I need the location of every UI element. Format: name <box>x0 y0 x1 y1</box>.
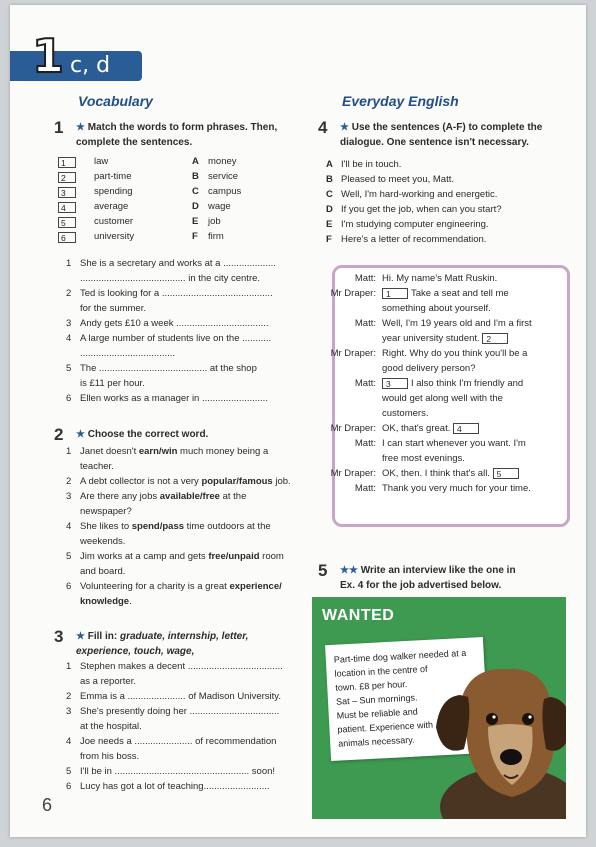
exercise-1-instructions: ★ Match the words to form phrases. Then, complete the sentences. <box>76 122 278 148</box>
star-icon: ★ <box>76 429 85 440</box>
sentence-number: 2 <box>66 476 72 487</box>
dialogue-line: OK, that's great. 4 <box>382 422 482 437</box>
match-word: money <box>208 156 237 167</box>
answer-box[interactable]: 1 <box>382 288 408 299</box>
exercise-3-instructions: ★ Fill in: graduate, internship, letter, experience, touch, wage, <box>76 631 249 657</box>
exercise-5-number: 5 <box>318 561 328 580</box>
sentence-number: 2 <box>66 691 72 702</box>
sentence-text: Joe needs a ...................... of recommendation <box>80 736 277 747</box>
option-text: Here's a letter of recommendation. <box>341 234 487 245</box>
sentence-text: The ......................................... at the shop <box>80 363 257 374</box>
sentence-text: Ted is looking for a .......................................... <box>80 288 273 299</box>
sentence-text: and board. <box>80 566 126 577</box>
sentence-number: 4 <box>66 521 72 532</box>
dialogue-line: 3 I also think I'm friendly and <box>382 377 523 392</box>
dialogue-line: year university student. 2 <box>382 332 511 347</box>
sentence-number: 3 <box>66 318 72 329</box>
star-icon: ★ <box>76 631 85 642</box>
speaker-name: Mr Draper: <box>330 348 376 359</box>
sentence-text: teacher. <box>80 461 114 472</box>
vocabulary-heading: Vocabulary <box>78 93 153 109</box>
sentence-text: She likes to spend/pass time outdoors at the <box>80 521 271 532</box>
sentence-number: 6 <box>66 781 72 792</box>
exercise-4-number: 4 <box>318 118 328 137</box>
option-text: Pleased to meet you, Matt. <box>341 174 455 185</box>
sentence-text: I'll be in ................................................... soon! <box>80 766 276 777</box>
sentence-number: 3 <box>66 706 72 717</box>
star-icon: ★ <box>76 122 85 133</box>
word-choice: experience/ <box>229 581 282 592</box>
match-word: campus <box>208 186 242 197</box>
advert-text-line: Must be reliable and <box>336 706 418 721</box>
dialogue-line: OK, then. I think that's all. 5 <box>382 467 522 482</box>
match-letter: D <box>192 201 199 212</box>
unit-subsection: c, d <box>70 53 111 78</box>
option-text: I'm studying computer engineering. <box>341 219 489 230</box>
dialogue-line: I can start whenever you want. I'm <box>382 438 526 449</box>
sentence-text: Lucy has got a lot of teaching......................... <box>80 781 270 792</box>
sentence-text: weekends. <box>80 536 126 547</box>
match-number-box: 1 <box>58 157 76 168</box>
advert-text-line: Sat – Sun mornings. <box>335 692 418 707</box>
sentence-text: ........................................ in the city centre. <box>80 273 261 284</box>
option-letter: D <box>326 204 333 215</box>
sentence-text: Are there any jobs available/free at the <box>80 491 247 502</box>
match-word: university <box>94 231 135 242</box>
match-word: firm <box>208 231 224 242</box>
advert-text-line: animals necessary. <box>337 734 415 749</box>
workbook-page <box>10 5 586 837</box>
speaker-name: Matt: <box>354 378 376 389</box>
wanted-title: WANTED <box>322 607 395 624</box>
word-choice: knowledge <box>80 596 130 607</box>
match-word: spending <box>94 186 133 197</box>
page-number: 6 <box>42 795 53 815</box>
dialogue-line: Hi. My name's Matt Ruskin. <box>382 273 498 284</box>
word-choice: free/unpaid <box>208 551 260 562</box>
sentence-text: Ellen works as a manager in ......................... <box>80 393 268 404</box>
sentence-text: Volunteering for a charity is a great experience/ <box>80 581 282 592</box>
advert-text-line: Part-time dog walker needed at a <box>333 647 467 665</box>
match-number-box: 5 <box>58 217 76 228</box>
exercise-4-instructions: ★ Use the sentences (A-F) to complete the dialogue. One sentence isn't necessary. <box>340 122 543 148</box>
match-word: wage <box>208 201 231 212</box>
sentence-number: 5 <box>66 363 72 374</box>
word-choice: available/free <box>159 491 220 502</box>
match-number-box: 3 <box>58 187 76 198</box>
match-word: service <box>208 171 239 182</box>
sentence-text: as a reporter. <box>80 676 136 687</box>
dialogue-line: Well, I'm 19 years old and I'm a first <box>382 318 532 329</box>
dialogue-line: customers. <box>382 408 429 419</box>
match-number-box: 4 <box>58 202 76 213</box>
match-letter: B <box>192 171 199 182</box>
option-letter: A <box>326 159 333 170</box>
exercise-1-number: 1 <box>54 118 64 137</box>
speaker-name: Matt: <box>354 273 376 284</box>
word-choice: spend/pass <box>131 521 185 532</box>
option-letter: F <box>326 234 332 245</box>
sentence-text: A large number of students live on the ........... <box>80 333 272 344</box>
everyday-english-heading: Everyday English <box>342 93 459 109</box>
answer-box[interactable]: 3 <box>382 378 408 389</box>
star-icon: ★★ <box>340 565 358 576</box>
dog-photo <box>432 657 566 819</box>
sentence-text: Jim works at a camp and gets free/unpaid room <box>80 551 284 562</box>
option-letter: B <box>326 174 333 185</box>
sentence-text: newspaper? <box>80 506 132 517</box>
dialogue-line: something about yourself. <box>382 303 491 314</box>
answer-box[interactable]: 4 <box>453 423 479 434</box>
sentence-text: Stephen makes a decent .................................... <box>80 661 283 672</box>
match-letter: C <box>192 186 199 197</box>
sentence-number: 1 <box>66 661 72 672</box>
sentence-text: She's presently doing her .................................. <box>80 706 280 717</box>
option-letter: E <box>326 219 333 230</box>
match-letter: E <box>192 216 199 227</box>
option-text: I'll be in touch. <box>341 159 402 170</box>
sentence-text: from his boss. <box>80 751 140 762</box>
option-text: If you get the job, when can you start? <box>341 204 502 215</box>
sentence-number: 2 <box>66 288 72 299</box>
match-word: part-time <box>94 171 132 182</box>
dialogue-line: Right. Why do you think you'll be a <box>382 348 528 359</box>
dialogue-line: free most evenings. <box>382 453 465 464</box>
match-letter: F <box>192 231 198 242</box>
sentence-text: Andy gets £10 a week ................................... <box>80 318 269 329</box>
sentence-number: 5 <box>66 551 72 562</box>
match-letter: A <box>192 156 199 167</box>
answer-box[interactable]: 2 <box>482 333 508 344</box>
speaker-name: Matt: <box>354 438 376 449</box>
speaker-name: Matt: <box>354 483 376 494</box>
sentence-number: 6 <box>66 581 72 592</box>
sentence-text: .................................... <box>80 348 176 359</box>
sentence-text: for the summer. <box>80 303 146 314</box>
match-word: law <box>94 156 109 167</box>
speaker-name: Mr Draper: <box>330 468 376 479</box>
sentence-text: is £11 per hour. <box>80 378 145 389</box>
exercise-5-instructions: ★★ Write an interview like the one in Ex. 4 for the job advertised below. <box>340 565 516 591</box>
speaker-name: Mr Draper: <box>330 288 376 299</box>
option-text: Well, I'm hard-working and energetic. <box>341 189 498 200</box>
star-icon: ★ <box>340 122 349 133</box>
sentence-text: A debt collector is not a very popular/famous job. <box>80 476 291 487</box>
speaker-name: Matt: <box>354 318 376 329</box>
match-word: customer <box>94 216 134 227</box>
sentence-number: 6 <box>66 393 72 404</box>
exercise-2-number: 2 <box>54 425 64 444</box>
advert-text-line: location in the centre of <box>334 663 428 679</box>
match-word: job <box>208 216 221 227</box>
advert-text-line: patient. Experience with <box>337 719 434 735</box>
sentence-text: knowledge. <box>80 596 132 607</box>
dialogue-line: Thank you very much for your time. <box>382 483 531 494</box>
sentence-number: 4 <box>66 736 72 747</box>
sentence-text: Janet doesn't earn/win much money being a <box>80 446 269 457</box>
match-number-box: 6 <box>58 232 76 243</box>
sentence-text: She is a secretary and works at a .................... <box>80 258 276 269</box>
exercise-3-number: 3 <box>54 627 64 646</box>
dialogue-line: 1 Take a seat and tell me <box>382 287 509 302</box>
sentence-number: 5 <box>66 766 72 777</box>
match-word: average <box>94 201 129 212</box>
advert-text-line: town. £8 per hour. <box>335 678 408 693</box>
dialogue-line: would get along well with the <box>382 393 503 404</box>
answer-box[interactable]: 5 <box>493 468 519 479</box>
sentence-text: Emma is a ...................... of Madison University. <box>80 691 281 702</box>
word-choice: earn/win <box>138 446 178 457</box>
unit-number: 1 <box>32 29 65 83</box>
sentence-number: 1 <box>66 258 72 269</box>
sentence-number: 3 <box>66 491 72 502</box>
wanted-advert <box>312 597 566 819</box>
sentence-number: 4 <box>66 333 72 344</box>
sentence-text: at the hospital. <box>80 721 142 732</box>
dialogue-line: good delivery person? <box>382 363 476 374</box>
match-number-box: 2 <box>58 172 76 183</box>
exercise-2-instructions: ★ Choose the correct word. <box>76 429 209 440</box>
option-letter: C <box>326 189 333 200</box>
speaker-name: Mr Draper: <box>330 423 376 434</box>
word-choice: popular/famous <box>201 476 273 487</box>
sentence-number: 1 <box>66 446 72 457</box>
